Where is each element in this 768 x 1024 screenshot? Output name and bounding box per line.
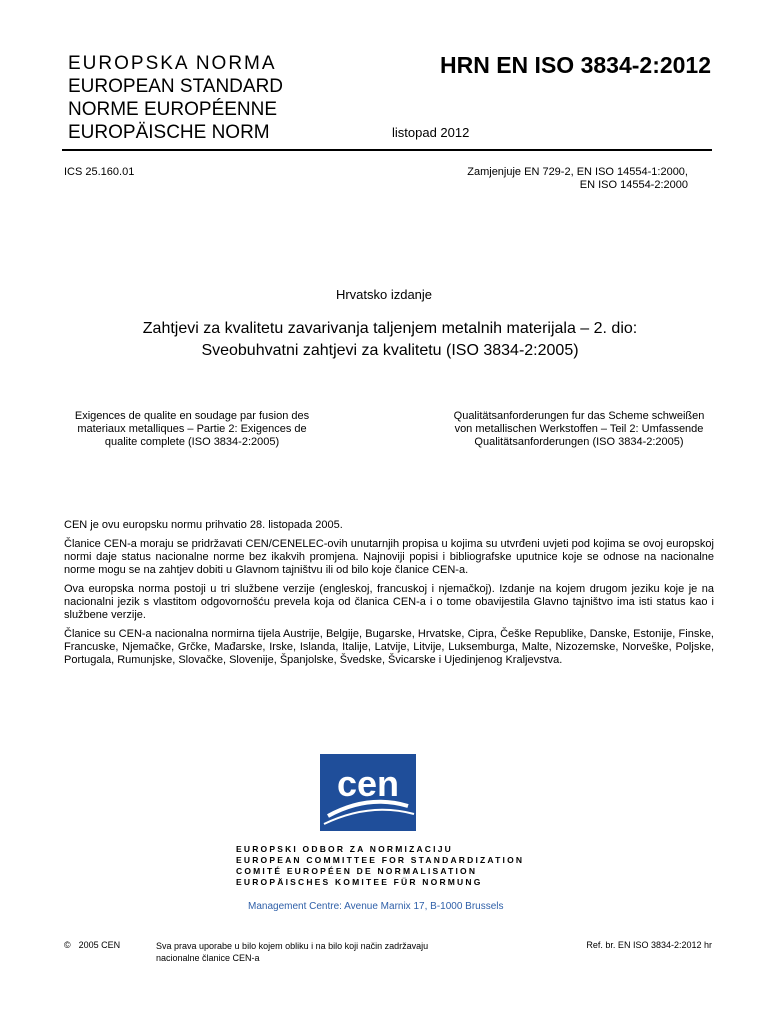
header-divider	[62, 149, 712, 151]
replaces-line-2: EN ISO 14554-2:2000	[579, 179, 688, 191]
name-english: EUROPEAN STANDARD	[68, 76, 284, 97]
committee-german: EUROPÄISCHES KOMITEE FÜR NORMUNG	[236, 877, 483, 887]
standard-code: HRN EN ISO 3834-2:2012	[440, 52, 712, 78]
german-title: Qualitätsanforderungen fur das Scheme schweißen von metallischen Werkstoffen – Teil 2: Umfassende Qualitätsanforderungen (ISO 3834-2:2005)	[453, 410, 705, 448]
logo-text: cen	[336, 763, 400, 804]
copyright-text: 2005 CEN	[78, 940, 121, 950]
paragraph-members-rules: Članice CEN-a moraju se pridržavati CEN/CENELEC-ovih unutarnjih propisa u kojima su utvrđeni uvjeti pod kojima se ovoj europskoj normi daje status nacionalne norme bez ikakvih promjena. Najnoviji popisi i bibliografske uputnice koje se odnose na nacionalne norme mogu se na zahtjev dobiti u Glavnom tajništvu ili od bilo koje članice CEN-a.	[64, 538, 714, 576]
document-title	[70, 318, 710, 362]
copyright-notice	[64, 940, 120, 950]
paragraph-member-list: Članice su CEN-a nacionalna normirna tijela Austrije, Belgije, Bugarske, Hrvatske, Cipra, Češke Republike, Danske, Estonije, Finske, Francuske, Njemačke, Grčke, Mađarske, Irske, Islanda, Italije, Latvije, Litvije, Luksemburga, Malte, Nizozemske, Norveške, Poljske, Portugala, Rumunjske, Slovačke, Slovenije, Španjolske, Švedske, Švicarske i Ujedinjenog Kraljevstva.	[64, 628, 714, 666]
replaces-line-1: Zamjenjuje EN 729-2, EN ISO 14554-1:2000,	[467, 166, 688, 178]
french-title: Exigences de qualite en soudage par fusion des materiaux metalliques – Partie 2: Exigences de qualite complete (ISO 3834-2:2005)	[74, 410, 310, 448]
title-line-2: Sveobuhvatni zahtjevi za kvalitetu (ISO 3834-2:2005)	[201, 342, 579, 359]
standard-names	[68, 52, 283, 144]
paragraph-adoption: CEN je ovu europsku normu prihvatio 28. listopada 2005.	[64, 519, 343, 531]
paragraph-official-versions: Ova europska norma postoji u tri službene verzije (engleskoj, francuskoj i njemačkoj). Izdanje na kojem drugom jeziku koje je na nacionalni jezik s vlastitom odgovornošću prevela koja od članica CEN-a i o tome obavijestila Glavno tajništvo ima isti status kao i službene verzije.	[64, 583, 714, 621]
committee-french: COMITÉ EUROPÉEN DE NORMALISATION	[236, 866, 478, 876]
copyright-icon: ©	[64, 940, 71, 950]
name-croatian: EUROPSKA NORMA	[68, 53, 277, 74]
edition-label: Hrvatsko izdanje	[335, 287, 433, 302]
body-text	[64, 519, 714, 673]
ics-code: ICS 25.160.01	[64, 166, 135, 178]
title-line-1: Zahtjevi za kvalitetu zavarivanja taljenjem metalnih materijala – 2. dio:	[142, 320, 638, 337]
rights-notice: Sva prava uporabe u bilo kojem obliku i na bilo koji način zadržavaju nacionalne članice CEN-a	[156, 941, 429, 963]
committee-english: EUROPEAN COMMITTEE FOR STANDARDIZATION	[236, 855, 525, 865]
management-centre-address: Management Centre: Avenue Marnix 17, B-1000 Brussels	[248, 901, 504, 912]
reference-number: Ref. br. EN ISO 3834-2:2012 hr	[586, 940, 712, 950]
name-german: EUROPÄISCHE NORM	[68, 122, 270, 143]
name-french: NORME EUROPÉENNE	[68, 99, 278, 120]
replaces-note	[440, 166, 688, 192]
cen-logo	[320, 754, 416, 831]
publication-date: listopad 2012	[392, 125, 470, 140]
committee-croatian: EUROPSKI ODBOR ZA NORMIZACIJU	[236, 844, 453, 854]
committee-names	[236, 844, 524, 888]
